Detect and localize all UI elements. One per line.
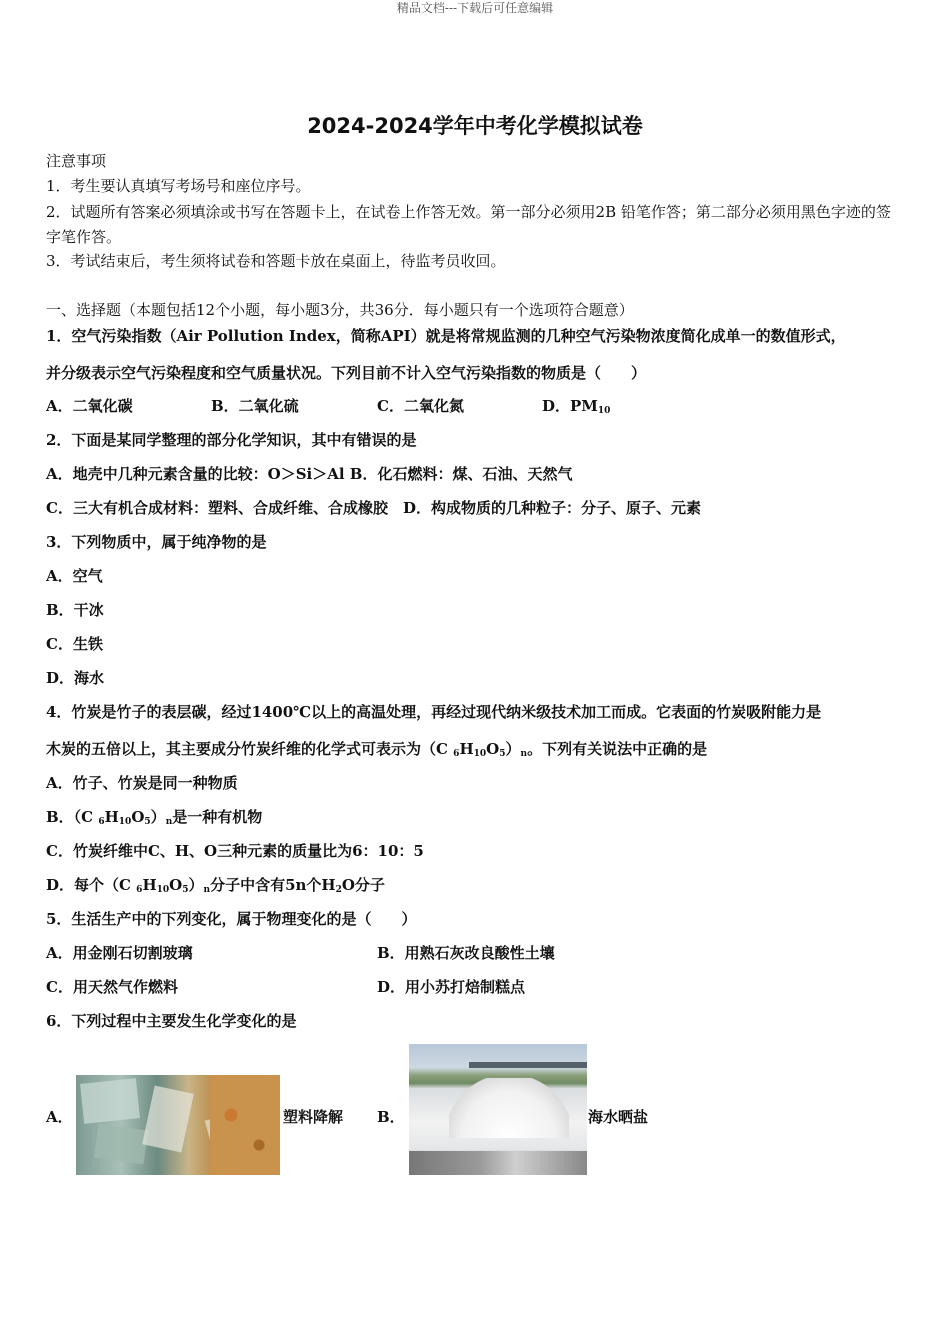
q4-option-b-post: 是一种有机物	[172, 808, 263, 826]
q4-stem-line1: 4．竹炭是竹子的表层碳，经过1400℃以上的高温处理，再经过现代纳米级技术加工而成。它表面的竹炭吸附能力是	[46, 703, 822, 721]
q2-stem: 2．下面是某同学整理的部分化学知识，其中有错误的是	[46, 431, 417, 449]
q4-b-sub-n: n	[165, 817, 173, 827]
q6-option-b-text: 海水晒盐	[588, 1108, 649, 1126]
q4-d-close: ）	[188, 876, 204, 894]
q4-d-sub-10: 10	[156, 885, 170, 895]
q5-option-b: B．用熟石灰改良酸性土壤	[377, 944, 555, 962]
q1-stem-line2: 并分级表示空气污染程度和空气质量状况。下列目前不计入空气污染指数的物质是（ ）	[46, 364, 647, 382]
q4-option-b	[46, 806, 262, 828]
section-heading: 一、选择题（本题包括12个小题，每小题3分，共36分．每小题只有一个选项符合题意）	[46, 301, 634, 319]
q5-option-c: C．用天然气作燃料	[46, 978, 178, 996]
q4-option-d-mid: 分子中含有5n个H	[210, 876, 336, 894]
q4-d-o: O	[169, 876, 183, 894]
q1-option-b: B．二氧化硫	[211, 397, 299, 415]
q1-stem-line1: 1．空气污染指数（Air Pollution Index，简称API）就是将常规监测的几种空气污染物浓度简化成单一的数值形式，	[46, 327, 846, 345]
q4-option-d	[46, 874, 385, 896]
q4-sub-6: 6	[453, 749, 460, 759]
q4-b-close: ）	[150, 808, 166, 826]
note-item-2: 2．试题所有答案必须填涂或书写在答题卡上，在试卷上作答无效。第一部分必须用2B 铅笔作答；第二部分必须用黑色字迹的签字笔作答。	[46, 203, 891, 246]
q4-option-c: C．竹炭纤维中C、H、O三种元素的质量比为6：10：5	[46, 842, 424, 860]
q1-option-d-text: D．PM	[542, 397, 598, 415]
q6-stem: 6．下列过程中主要发生化学变化的是	[46, 1012, 297, 1030]
q4-d-sub-6: 6	[136, 885, 143, 895]
q2-options-cd: C．三大有机合成材料：塑料、合成纤维、合成橡胶 D．构成物质的几种粒子：分子、原子、元素	[46, 499, 701, 517]
q4-b-sub-10: 10	[118, 817, 132, 827]
q4-d-h: H	[142, 876, 157, 894]
note-item-3: 3．考试结束后，考生须将试卷和答题卡放在桌面上，待监考员收回。	[46, 252, 506, 270]
q1-option-d	[542, 395, 610, 417]
q4-stem-line2	[46, 738, 707, 760]
q4-stem-tail: 。下列有关说法中正确的是	[527, 740, 708, 758]
q1-option-d-sub: 10	[597, 406, 611, 416]
q3-option-b: B．干冰	[46, 601, 104, 619]
q3-stem: 3．下列物质中，属于纯净物的是	[46, 533, 267, 551]
q2-options-ab: A．地壳中几种元素含量的比较：O＞Si＞Al B．化石燃料：煤、石油、天然气	[46, 465, 573, 483]
q4-option-d-pre: D．每个（C	[46, 876, 137, 894]
q6-option-b-label: B．	[377, 1108, 405, 1126]
q1-option-c: C．二氧化氮	[377, 397, 464, 415]
note-item-1: 1．考生要认真填写考场号和座位序号。	[46, 177, 311, 195]
q4-option-a: A．竹子、竹炭是同一种物质	[46, 774, 238, 792]
sea-salt-drying-image	[409, 1044, 587, 1175]
q5-stem: 5．生活生产中的下列变化，属于物理变化的是（ ）	[46, 910, 417, 928]
q4-sub-5: 5	[499, 749, 506, 759]
q4-option-d-post: O分子	[341, 876, 385, 894]
page-title: 2024-2024学年中考化学模拟试卷	[307, 114, 643, 138]
plastic-degradation-image	[76, 1075, 280, 1175]
q3-option-a: A．空气	[46, 567, 103, 585]
q4-sub-10: 10	[473, 749, 487, 759]
q4-d-sub-2: 2	[335, 885, 342, 895]
q4-h: H	[459, 740, 474, 758]
q4-b-sub-6: 6	[98, 817, 105, 827]
q4-b-h: H	[104, 808, 119, 826]
q4-o: O	[486, 740, 500, 758]
q3-option-c: C．生铁	[46, 635, 103, 653]
q1-option-a: A．二氧化碳	[46, 397, 133, 415]
q6-option-a-label: A．	[46, 1108, 73, 1126]
q5-option-d: D．用小苏打焙制糕点	[377, 978, 526, 996]
q4-stem-text: 木炭的五倍以上，其主要成分竹炭纤维的化学式可表示为（C	[46, 740, 454, 758]
q5-option-a: A．用金刚石切割玻璃	[46, 944, 193, 962]
notes-heading: 注意事项	[46, 152, 107, 170]
q3-option-d: D．海水	[46, 669, 105, 687]
q4-b-sub-5: 5	[144, 817, 151, 827]
q4-b-o: O	[131, 808, 145, 826]
q4-d-sub-5: 5	[182, 885, 189, 895]
q4-close: ）	[505, 740, 521, 758]
q4-sub-n: n	[520, 749, 528, 759]
q6-option-a-text: 塑料降解	[283, 1108, 344, 1126]
header-note: 精品文档---下载后可任意编辑	[396, 1, 554, 15]
q4-d-sub-n: n	[203, 885, 211, 895]
q4-option-b-pre: B．（C	[46, 808, 99, 826]
